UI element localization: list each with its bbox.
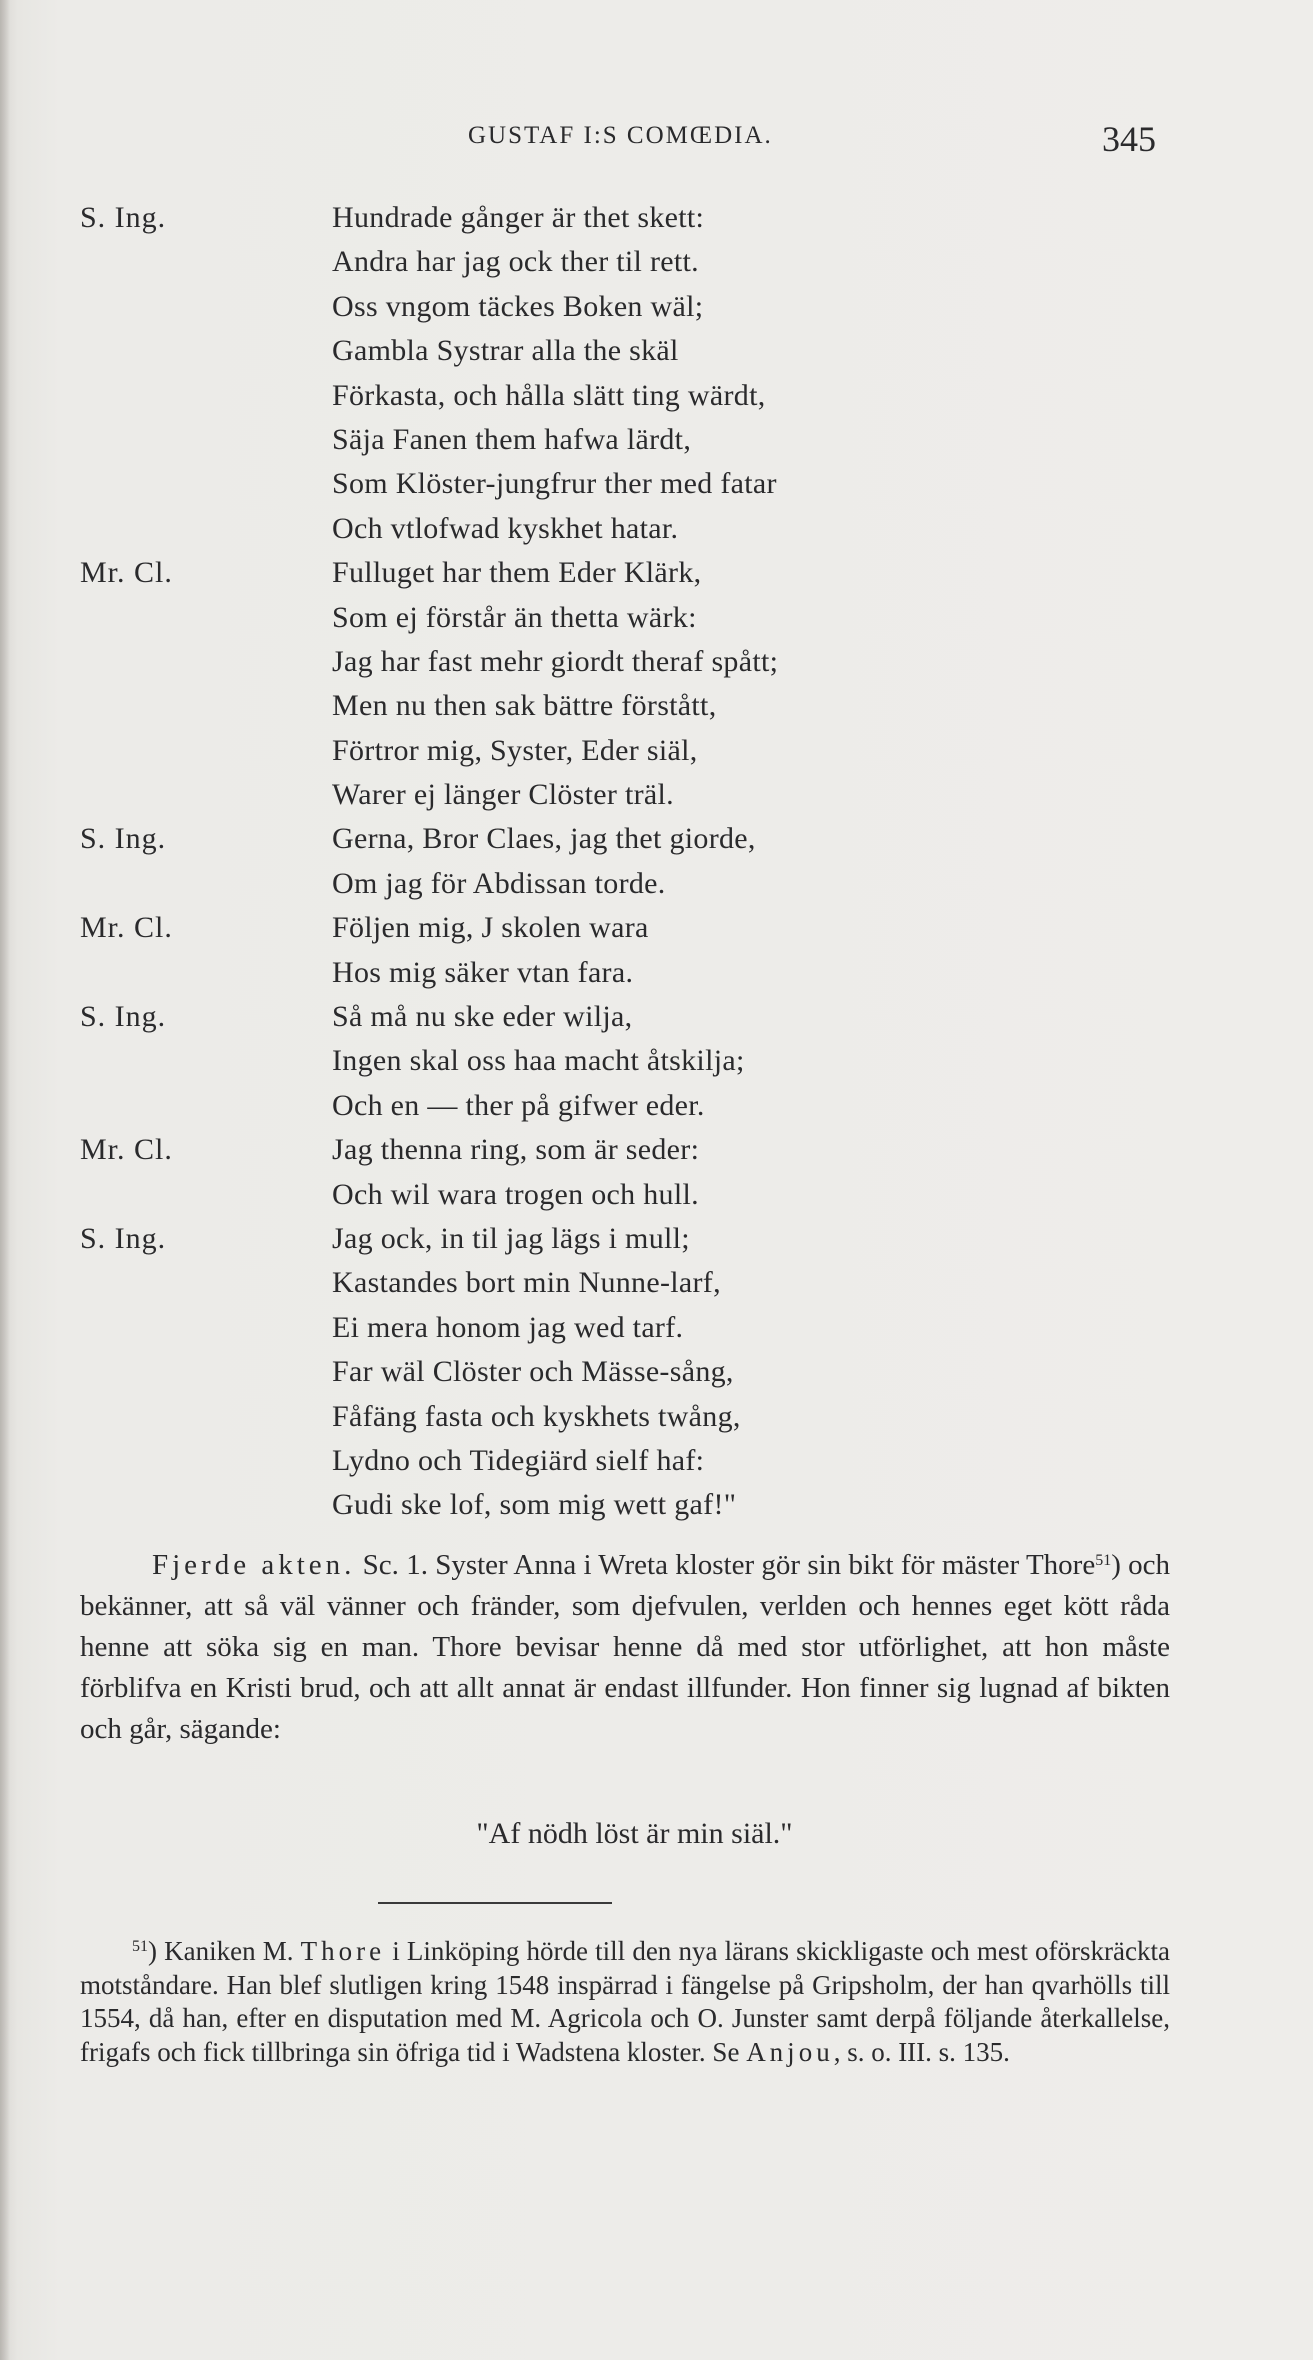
verse-line-text: Andra har jag ock ther til rett. <box>332 245 699 279</box>
speaker-label: Mr. Cl. <box>80 1133 173 1167</box>
running-title: GUSTAF I:S COMŒDIA. <box>468 122 773 149</box>
verse-line <box>0 1128 1313 1172</box>
verse-line-text: Som Klöster-jungfrur ther med fatar <box>332 467 777 501</box>
verse-line-text: Ingen skal oss haa macht åtskilja; <box>332 1044 745 1078</box>
verse-line <box>0 773 1313 817</box>
verse-line-text: Jag ock, in til jag lägs i mull; <box>332 1221 690 1255</box>
footnote-name-thore: Thore <box>300 1936 386 1966</box>
verse-line-text: Warer ej länger Clöster träl. <box>332 778 674 812</box>
verse-line-text: Jag har fast mehr giordt theraf spått; <box>332 644 779 678</box>
footnote-reference[interactable]: 51 <box>1095 1552 1112 1569</box>
verse-line <box>0 1395 1313 1439</box>
verse-line <box>0 507 1313 551</box>
verse-line <box>0 951 1313 995</box>
verse-line <box>0 817 1313 861</box>
verse-line <box>0 862 1313 906</box>
footnote-text-part-2: i Linköping hörde till den nya lärans skickligaste och mest oförskräckta motståndare. Han blef slutligen kring 1548 inspärrad i fängelse på Gripsholm, der han qvarhölls till 1554, då han, efter en disputation med M. Agricola och O. Junster samt derpå följande återkallelse, frigafs och fick tillbringa sin öfriga tid i Wadstena kloster. Se <box>80 1936 1170 2067</box>
speaker-label: Mr. Cl. <box>80 911 173 945</box>
footnote <box>80 1935 1170 2069</box>
verse-line <box>0 906 1313 950</box>
verse-line <box>0 551 1313 595</box>
verse-line <box>0 1084 1313 1128</box>
verse-line-text: Gerna, Bror Claes, jag thet giorde, <box>332 822 756 856</box>
footnote-marker: 51 <box>132 1938 148 1955</box>
footnote-text-part-3: , s. o. III. s. 135. <box>833 2036 1010 2067</box>
verse-line <box>0 1350 1313 1394</box>
verse-line <box>0 1439 1313 1483</box>
verse-line-text: Men nu then sak bättre förstått, <box>332 689 717 723</box>
verse-line-text: Far wäl Clöster och Mässe-sång, <box>332 1355 734 1389</box>
verse-line-text: Så må nu ske eder wilja, <box>332 1000 633 1034</box>
verse-line <box>0 1173 1313 1217</box>
verse-line-text: Om jag för Abdissan torde. <box>332 866 666 900</box>
verse-line-text: Och vtlofwad kyskhet hatar. <box>332 511 679 545</box>
speaker-label: S. Ing. <box>80 1000 167 1034</box>
act-heading: Fjerde akten. <box>152 1549 356 1581</box>
verse-line-text: Följen mig, J skolen wara <box>332 911 649 945</box>
verse-line-text: Gambla Systrar alla the skäl <box>332 334 679 368</box>
verse-line-text: Och en — ther på gifwer eder. <box>332 1088 705 1122</box>
page-number: 345 <box>1102 119 1156 159</box>
verse-line <box>0 329 1313 373</box>
verse-line <box>0 196 1313 240</box>
page-header <box>0 118 1313 162</box>
verse-line <box>0 596 1313 640</box>
verse-line-text: Säja Fanen them hafwa lärdt, <box>332 422 692 456</box>
verse-line-text: Och wil wara trogen och hull. <box>332 1177 699 1211</box>
prose-summary <box>80 1545 1170 1750</box>
footnote-text-part-1: ) Kaniken M. <box>148 1936 301 1966</box>
footnote-name-anjou: Anjou <box>746 2036 834 2067</box>
verse-line <box>0 418 1313 462</box>
verse-line <box>0 995 1313 1039</box>
verse-line <box>0 1306 1313 1350</box>
verse-line <box>0 462 1313 506</box>
verse-line-text: Förkasta, och hålla slätt ting wärdt, <box>332 378 766 412</box>
verse-line <box>0 1217 1313 1261</box>
verse-line-text: Ei mera honom jag wed tarf. <box>332 1310 684 1344</box>
verse-dialogue <box>0 196 1313 1528</box>
verse-line <box>0 729 1313 773</box>
speaker-label: Mr. Cl. <box>80 556 173 590</box>
speaker-label: S. Ing. <box>80 1221 167 1255</box>
verse-line <box>0 640 1313 684</box>
verse-line <box>0 1261 1313 1305</box>
prose-text-part-1: Sc. 1. Syster Anna i Wreta kloster gör sin bikt för mäster Thore <box>355 1549 1096 1581</box>
footnote-divider <box>378 1902 612 1904</box>
verse-line-text: Gudi ske lof, som mig wett gaf!" <box>332 1488 737 1522</box>
speaker-label: S. Ing. <box>80 822 167 856</box>
verse-line <box>0 1483 1313 1527</box>
verse-line-text: Fulluget har them Eder Klärk, <box>332 556 702 590</box>
prose-text-part-2: ) och bekänner, att så väl vänner och fränder, som djefvulen, verlden och hennes eget kött råda henne att söka sig en man. Thore bevisar henne då med stor utförlighet, att hon måste förblifva en Kristi brud, och att allt annat är endast illfunder. Hon finner sig lugnad af bikten och går, sägande: <box>80 1549 1171 1745</box>
closing-quote-text: "Af nödh löst är min siäl." <box>476 1817 793 1850</box>
verse-line <box>0 1039 1313 1083</box>
verse-line-text: Lydno och Tidegiärd sielf haf: <box>332 1443 705 1477</box>
verse-line <box>0 285 1313 329</box>
verse-line-text: Kastandes bort min Nunne-larf, <box>332 1266 721 1300</box>
verse-line-text: Oss vngom täckes Boken wäl; <box>332 289 704 323</box>
verse-line-text: Som ej förstår än thetta wärk: <box>332 600 697 634</box>
verse-line-text: Jag thenna ring, som är seder: <box>332 1133 700 1167</box>
verse-line-text: Förtror mig, Syster, Eder siäl, <box>332 733 698 767</box>
closing-quote <box>0 1817 1313 1851</box>
verse-line-text: Fåfäng fasta och kyskhets twång, <box>332 1399 741 1433</box>
verse-line-text: Hos mig säker vtan fara. <box>332 955 634 989</box>
verse-line <box>0 374 1313 418</box>
speaker-label: S. Ing. <box>80 201 167 234</box>
verse-line <box>0 684 1313 728</box>
verse-line <box>0 240 1313 284</box>
verse-line-text: Hundrade gånger är thet skett: <box>332 201 705 234</box>
